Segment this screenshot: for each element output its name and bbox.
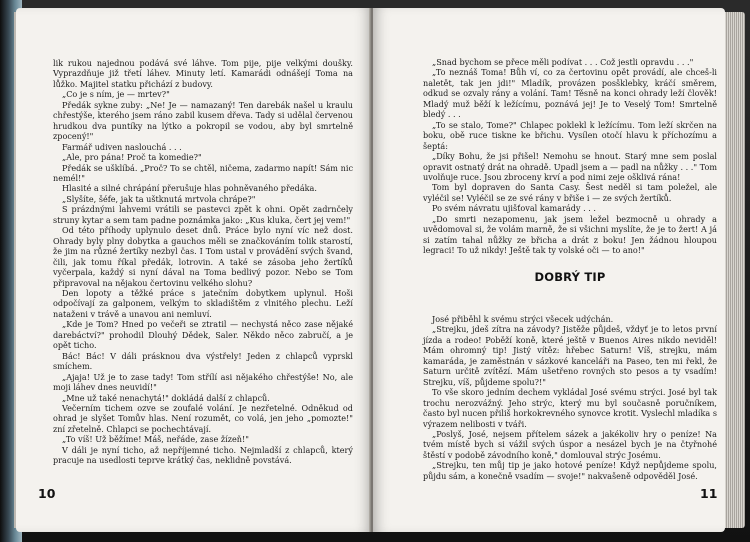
paragraph: „Do smrti nezapomenu, jak jsem ležel bezmocně u ohrady a uvědomoval si, že volám marně, že si všichni myslíte, že je to žert! A já si zatím tahal nůžky ze břicha a drát z boku! Jen žádnou hloupou legraci! To už nikdy! Ještě tak ty volské oči — to ano!" [423, 213, 717, 256]
paragraph: „Snad bychom se přece měli podívat . . . Což jestli opravdu . . ." [432, 57, 694, 67]
paragraph: V dáli je nyní ticho, až nepříjemné ticho. Nejmladší z chlapců, který pracuje na usedlosti teprve krátký čas, neklidně povstává. [53, 444, 353, 466]
paragraph: „Poslyš, José, nejsem přítelem sázek a jakékoliv hry o peníze! Na tvém místě bych si vážil svých úspor a nesázel bych je na čtyřnohé štěstí v podobě závodního koně," domlouval strýc Josému. [423, 428, 717, 460]
paragraph: „Ajaja! Už je to zase tady! Tom střílí asi nějakého chřestýše! No, ale moji láhev dnes neuvidí!" [53, 371, 353, 393]
paragraph: José přiběhl k svému strýci všecek udýchán. [432, 314, 614, 324]
paragraph: „Co je s ním, je — mrtev?" [62, 89, 170, 100]
page-number: 10 [38, 486, 56, 501]
paragraph: Farmář udiven naslouchá . . . [62, 141, 182, 152]
paragraph: „To víš! Už běžíme! Máš, neřáde, zase žízeň!" [62, 434, 249, 445]
paragraph: Večerním tichem ozve se zoufalé volání. Je nezřetelné. Odněkud od ohrad je slyšet Tomův hlas. Není rozumět, co volá, jen jeho „pomozte!" zní zřetelně. Chlapci se pochechtávají. [53, 402, 353, 434]
paragraph: lik rukou najednou podává své láhve. Tom pije, pije velkými doušky. Vyprazdňuje již třetí láhev. Minuty letí. Kamarádi odnášejí Toma na lůžko. Majitel statku přichází z budovy. [53, 58, 353, 89]
paragraph: „Kde je Tom? Hned po večeři se ztratil — nechystá něco zase nějaké darebáctví?" prohodil Dlouhý Dědek, Saler. Někdo něco zabručí, a je opět ticho. [53, 319, 353, 351]
paragraph: „Díky Bohu, že jsi přišel! Nemohu se hnout. Starý mne sem poslal opravit ostnatý drát na ohradě. Upadl jsem a — padl na nůžky . . ." Tom uvolňuje ruce. Jsou zbroceny krví a pod nimi zeje ošklivá rána! [423, 151, 717, 182]
paragraph: S prázdnými lahvemi vrátili se pastevci zpět k ohni. Opět zadrnčely struny kytar a sem tam padne poznámka jako: „Kus kluka, čert jej vem!" [53, 204, 353, 225]
paragraph: „To se stalo, Tome?" Chlapec poklekl k ležícímu. Tom leží skrčen na boku, obě ruce tiskne ke břichu. Vysílen otočí hlavu k příchozímu a šeptá: [423, 119, 717, 151]
paragraph: Tom byl dopraven do Santa Casy. Šest neděl si tam poležel, ale vyléčil se! Vyléčil se ze své rány v břiše i — ze svých žertíků. [423, 182, 717, 203]
left-page-text [53, 58, 353, 466]
right-page-text-bottom [423, 314, 717, 481]
paragraph: „Strejku, ten můj tip je jako hotové peníze! Když nepůjdeme spolu, půjdu sám, a konečně vsadím — svoje!" nakvašeně odpověděl José. [423, 460, 717, 481]
chapter-title: DOBRÝ TIP [534, 270, 606, 284]
paragraph: Bác! Bác! V dáli prásknou dva výstřely! Jeden z chlapců vyprskl smíchem. [53, 350, 353, 372]
paragraph: Předák se ušklíbá. „Proč? To se chtěl, ničema, zadarmo napít! Sám nic nemél!" [53, 162, 353, 183]
paragraph: Od této příhody uplynulo deset dnů. Práce bylo nyní víc než dost. Ohrady byly plny dobytka a gauchos měli se značkováním tolik starostí, že jim na různé žertíky nezbyl čas. I Tom ustal v provádění svých švand, čili, jak tomu říkal předák, lotrovin. A také se zásoba jeho žertíků vyčerpala, každý si nyní dával na Toma bedlivý pozor. Nebo se Tom připravoval na nějakou čertovinu velkého slohu? [53, 225, 353, 288]
right-page [373, 8, 725, 532]
right-page-edges [725, 12, 745, 528]
page-number: 11 [700, 486, 718, 501]
paragraph: Den lopoty a těžké práce s jatečním dobytkem uplynul. Hoši odpočívají za galponem, velkým to skladištěm z vlnitého plechu. Leží nataženi v trávě a unavou ani nemluví. [53, 287, 353, 319]
paragraph: Hlasité a silné chrápání přerušuje hlas pohněvaného předáka. [62, 183, 317, 194]
right-page-text-top [423, 57, 717, 256]
left-page [16, 8, 371, 532]
paragraph: Po svém návratu ujišťoval kamarády . . . [432, 203, 596, 214]
paragraph: „To neznáš Toma! Bůh ví, co za čertovinu opět provádí, ale chceš-li naletět, tak jen jdi!" Mladík, provázen posšklebky, kráčí směrem, odkud se ozvaly rány a volání. Tam! Těsně na konci ohrady leží člověk! Mladý muž běží k ležícímu, poznává jej! Je to Veselý Tom! Smrtelně bledý . . . [423, 67, 717, 120]
paragraph: „Strejku, jdeš zítra na závody? Jistěže půjdeš, vždyť je to letos první jízda a rodeo! Poběží koně, které ještě v Buenos Aires nikdo neviděl! Mám ohromný tip! Jistý vítěz: hřebec Saturn! Víš, strejku, mám kamaráda, je zaměstnán v sázkové kanceláři na Paseo, ten mi řekl, že Saturn určitě zvítězí. Mám ušetřeno rovných sto pesos a ty vsadím! Strejku, víš, půjdeme spolu?!" [423, 324, 717, 387]
paragraph: Předák sykne zuby: „Ne! Je — namazaný! Ten darebák našel u kraulu chřestýše, kterého jsem ráno zabil kusem dřeva. Tady si udělal červenou hrudkou dva puntíky na lýtko a pokropil se vodou, aby byl smrtelně zpocený!" [53, 99, 353, 142]
paragraph: „Mne už také nenachytá!" dokládá další z chlapců. [62, 392, 270, 403]
paragraph: „Slyšíte, šéfe, jak ta uštknutá mrtvola chrápe?" [62, 193, 256, 204]
paragraph: „Ale, pro pána! Proč ta komedie?" [62, 152, 202, 163]
paragraph: To vše skoro jedním dechem vykládal José svému strýci. José byl tak trochu nerozvážný. Jeho strýc, který mu byl současně poručníkem, často byl nucen přiliš horkokrevného synovce krotit. Vyslechl mladíka s výrazem nelibosti v tváři. [423, 387, 717, 429]
